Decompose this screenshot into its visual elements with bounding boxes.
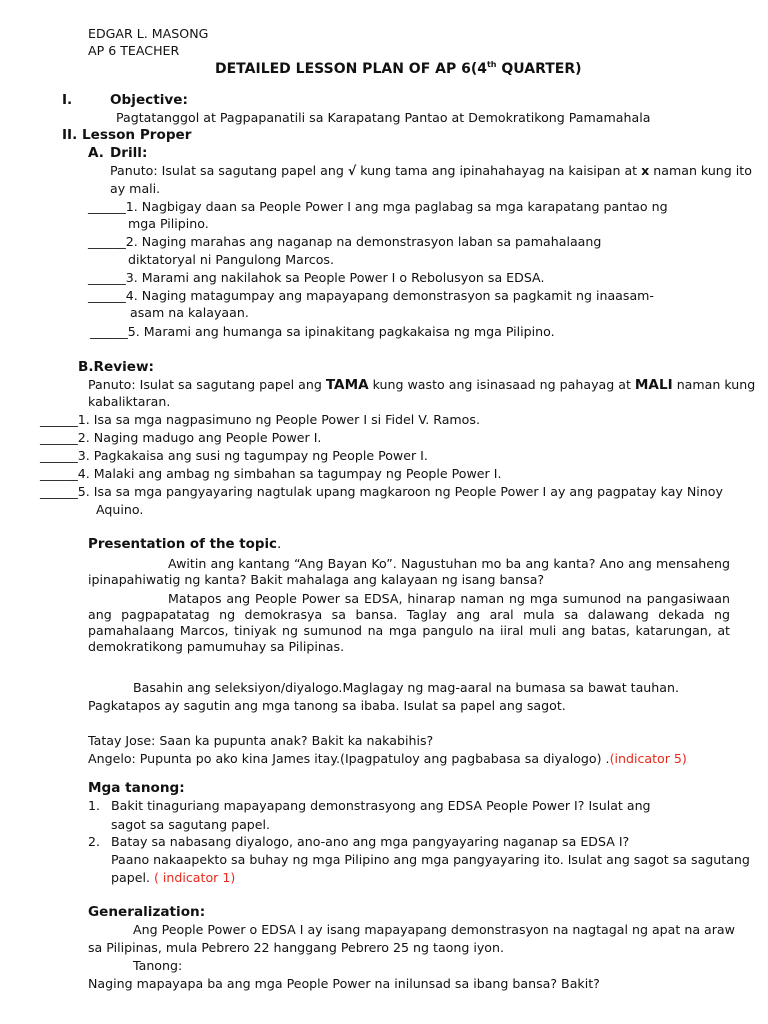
author-name: EDGAR L. MASONG [88,26,209,41]
review-item: ______5. Isa sa mga pangyayaring nagtulak upang magkaroon ng People Power I ay ang pagpatay kay Ninoy [40,484,723,499]
generalization-text-cont: sa Pilipinas, mula Pebrero 22 hanggang Pebrero 25 ng taong iyon. [88,940,504,955]
review-item-cont: Aquino. [96,502,144,517]
drill-instructions-cont: ay mali. [110,181,161,196]
generalization-question: Naging mapayapa ba ang mga People Power na inilunsad sa ibang bansa? Bakit? [88,976,600,991]
drill-item: ______2. Naging marahas ang naganap na demonstrasyon laban sa pamahalaang [88,234,602,249]
drill-item: ______4. Naging matagumpay ang mapayapang demonstrasyon sa pagkamit ng inaasam- [88,288,654,303]
author-role: AP 6 TEACHER [88,43,180,58]
objective-heading: Objective: [110,92,188,108]
presentation-reading-instruction-cont: Pagkatapos ay sagutin ang mga tanong sa ibaba. Isulat sa papel ang sagot. [88,698,566,713]
review-instructions-cont: kabaliktaran. [88,394,171,409]
drill-instructions: Panuto: Isulat sa sagutang papel ang √ kung tama ang ipinahahayag na kaisipan at x naman kung ito [110,163,752,178]
drill-item-cont: mga Pilipino. [128,216,209,231]
generalization-heading: Generalization: [88,904,206,920]
question-text-cont: Paano nakaapekto sa buhay ng mga Pilipino ang mga pangyayaring ito. Isulat ang sagot sa sagutang [111,852,750,867]
document-title: DETAILED LESSON PLAN OF AP 6(4th QUARTER) [215,60,582,77]
review-item: ______2. Naging madugo ang People Power I. [40,430,322,445]
generalization-text: Ang People Power o EDSA I ay isang mapayapang demonstrasyon na nagtagal ng apat na araw [133,922,735,937]
review-item: ______1. Isa sa mga nagpasimuno ng People Power I si Fidel V. Ramos. [40,412,480,427]
review-item: ______3. Pagkakaisa ang susi ng tagumpay ng People Power I. [40,448,428,463]
objective-text: Pagtatanggol at Pagpapanatili sa Karapatang Pantao at Demokratikong Pamamahala [116,110,651,125]
review-heading: B.Review: [78,359,154,375]
drill-item-cont: diktatoryal ni Pangulong Marcos. [128,252,334,267]
review-item: ______4. Malaki ang ambag ng simbahan sa tagumpay ng People Power I. [40,466,502,481]
generalization-question-label: Tanong: [133,958,183,973]
indicator-label: ( indicator 1) [153,870,236,885]
drill-letter: A. [88,145,104,161]
dialogue-line: Tatay Jose: Saan ka pupunta anak? Bakit ka nakabihis? [88,733,434,748]
question-text-cont: papel. ( indicator 1) [111,870,236,885]
presentation-paragraph-2: Matapos ang People Power sa EDSA, hinarap naman ng mga sumunod na pangasiwaan ang pagpapatatag ng demokrasya sa bansa. Taglay ang aral mula sa dalawang dekada ng pamahalaang Marcos, tiniyak ng sumunod na mga pangulo na iiral muli ang batas, katarungan, at demokratikong pamumuhay sa Pilipinas. [88,591,730,654]
question-number: 2. [88,834,101,849]
presentation-heading: Presentation of the topic. [88,537,282,552]
drill-heading: Drill: [110,145,148,161]
questions-heading: Mga tanong: [88,780,185,796]
question-number: 1. [88,798,101,813]
question-text: Bakit tinaguriang mapayapang demonstrasyong ang EDSA People Power I? Isulat ang [111,798,651,813]
drill-item-cont: asam na kalayaan. [130,305,249,320]
question-text: Batay sa nabasang diyalogo, ano-ano ang mga pangyayaring naganap sa EDSA I? [111,834,630,849]
dialogue-line: Angelo: Pupunta po ako kina James itay.(Ipagpatuloy ang pagbabasa sa diyalogo) .(indicator 5) [88,751,687,766]
question-text-cont: sagot sa sagutang papel. [111,817,271,832]
indicator-label: (indicator 5) [609,751,687,766]
drill-item: ______1. Nagbigay daan sa People Power I ang mga paglabag sa mga karapatang pantao ng [88,199,668,214]
drill-item: ______3. Marami ang nakilahok sa People Power I o Rebolusyon sa EDSA. [88,270,545,285]
review-instructions: Panuto: Isulat sa sagutang papel ang TAMA kung wasto ang isinasaad ng pahayag at MALI naman kung [88,377,756,393]
drill-item: ______5. Marami ang humanga sa ipinakitang pagkakaisa ng mga Pilipino. [90,324,555,339]
objective-number: I. [62,92,73,108]
presentation-paragraph-1: Awitin ang kantang “Ang Bayan Ko”. Nagustuhan mo ba ang kanta? Ano ang mensaheng ipinapahiwatig ng kanta? Bakit mahalaga ang kalayaan ng isang bansa? [88,556,730,587]
lesson-proper-heading: II. Lesson Proper [62,127,192,143]
presentation-reading-instruction: Basahin ang seleksiyon/diyalogo.Maglagay ng mag-aaral na bumasa sa bawat tauhan. [133,680,679,695]
